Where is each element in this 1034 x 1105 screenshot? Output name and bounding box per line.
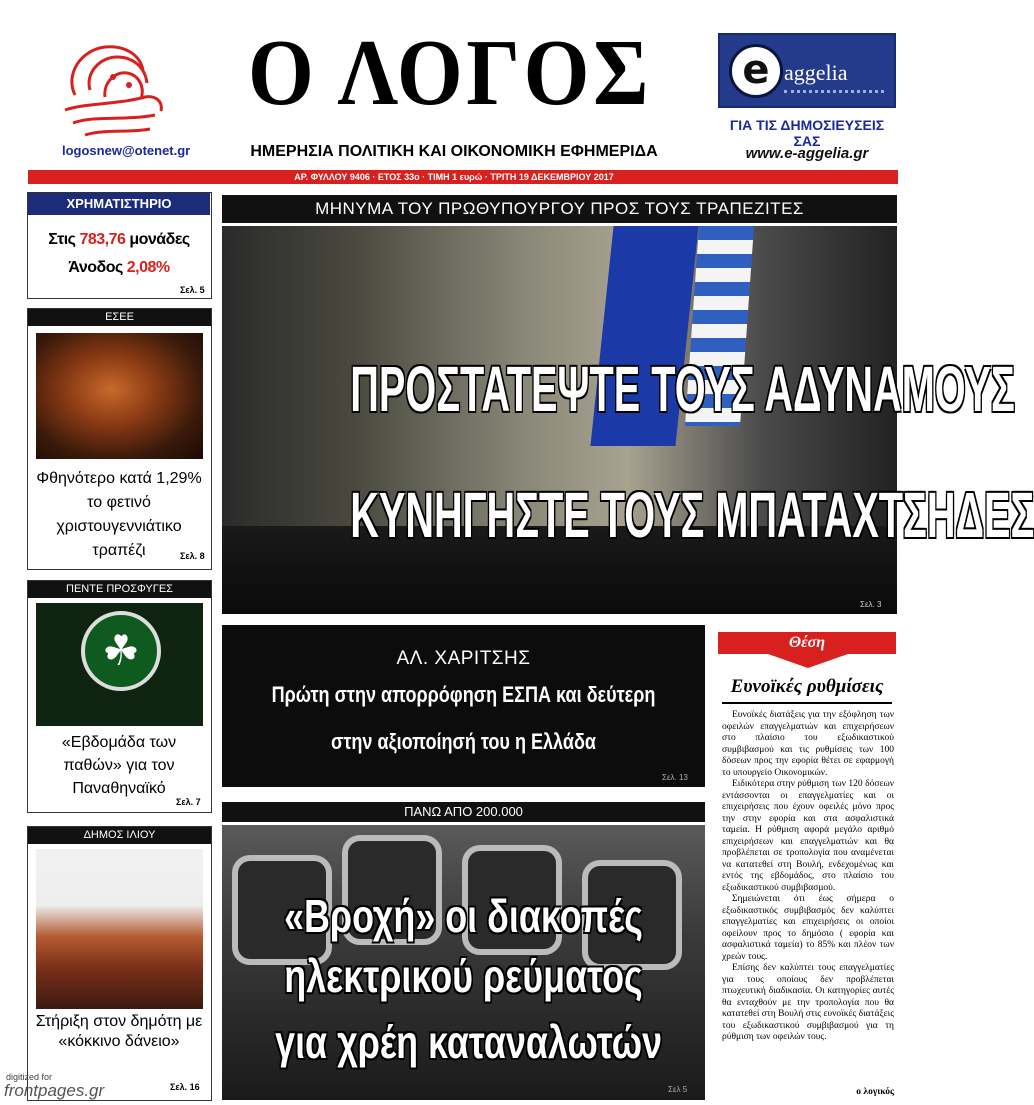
power-page-ref: Σελ 5: [668, 1085, 688, 1094]
esee-page-ref: Σελ. 8: [180, 551, 205, 561]
power-kicker: ΠΑΝΩ ΑΠΟ 200.000: [222, 802, 705, 822]
stock-change-value: 2,08%: [126, 259, 170, 276]
opinion-signature: ο λογικός: [856, 1087, 894, 1097]
charitsis-page-ref: Σελ. 13: [662, 773, 688, 782]
opinion-tag-pointer: [768, 654, 848, 668]
stock-page-ref: Σελ. 5: [180, 285, 205, 295]
esee-box[interactable]: [27, 308, 212, 570]
esee-story-text: Φθηνότερο κατά 1,29% το φετινό χριστουγεννιάτικο τραπέζι: [36, 470, 202, 559]
lead-headline-line-2[interactable]: ΚΥΝΗΓΗΣΤΕ ΤΟΥΣ ΜΠΑΤΑΧΤΣΗΔΕΣ: [350, 479, 1034, 551]
lead-headline-line-1[interactable]: ΠΡΟΣΤΑΤΕΨΤΕ ΤΟΥΣ ΑΔΥΝΑΜΟΥΣ: [350, 353, 1015, 425]
panathinaikos-story-text: «Εβδομάδα των παθών» για τον Παναθηναϊκό: [61, 734, 177, 797]
ad-logo-letter: e: [742, 47, 770, 93]
logo-figures-icon: [55, 35, 170, 140]
stock-box[interactable]: [27, 192, 212, 299]
watermark-line-1: digitized for: [6, 1072, 53, 1082]
stock-index-pre: Στις: [48, 231, 80, 248]
issue-info: ΑΡ. ΦΥΛΛΟΥ 9406 · ΕΤΟΣ 33ο · ΤΙΜΗ 1 ευρώ · ΤΡΙΤΗ 19 ΔΕΚΕΜΒΡΙΟΥ 2017: [294, 172, 614, 182]
panathinaikos-photo: [36, 603, 203, 726]
watermark-line-2: frontpages.gr: [4, 1081, 105, 1100]
opinion-paragraph: Σημειώνεται ότι έως σήμερα ο εξωδικαστικός συμβιβασμός δεν καλύπτει επαγγελματίες και επιχειρήσεις οι οποίοι οφείλουν προς το δημόσιο ( εφορία και ασφαλιστικά ταμεία) το 85% και πλέον των χρεών τους.: [722, 894, 894, 962]
stock-index-value: 783,76: [79, 231, 126, 248]
ad-logo-word: aggelia: [784, 60, 848, 85]
ilio-heading: ΔΗΜΟΣ ΙΛΙΟΥ: [28, 827, 211, 844]
ad-decoration: [784, 90, 884, 94]
esee-heading: ΕΣΕΕ: [28, 309, 211, 326]
divider: [722, 702, 892, 704]
turkey-dinner-photo: [36, 333, 203, 459]
shamrock-icon: ☘: [102, 627, 140, 674]
stock-index-line: [28, 231, 210, 249]
stock-heading: ΧΡΗΜΑΤΙΣΤΗΡΙΟ: [28, 193, 210, 215]
lead-page-ref: Σελ. 3: [860, 600, 882, 609]
opinion-paragraph: Ειδικότερα στην ρύθμιση των 120 δόσεων εντάσσονται οι επαγγελματίες και οι επιχειρήσεις που έχουν οφειλές μόνο προς την στην εφορία και στα ασφαλιστικά ταμεία. Η ρύθμιση αφορά μεγάλο αριθμό επιχειρήσεων και επαγγελματιών και θα προβλέπεται σε τροπολογία που αναμένεται να κατατεθεί στη Βουλή, ενδεχομένως και εντός της εβδομάδος, στο πλαίσιο του εξωδικαστικού συμβιβασμού.: [722, 779, 894, 893]
stock-change-pre: Άνοδος: [68, 259, 127, 276]
newspaper-title: Ο ΛΟΓΟΣ: [248, 21, 652, 125]
charitsis-headline-line-1[interactable]: Πρώτη στην απορρόφηση ΕΣΠΑ και δεύτερη: [271, 682, 656, 707]
opinion-tag: Θέση: [718, 632, 896, 654]
masthead-email[interactable]: logosnew@otenet.gr: [62, 143, 191, 158]
power-headline-line-1[interactable]: «Βροχή» οι διακοπές: [284, 890, 643, 942]
panathinaikos-page-ref: Σελ. 7: [176, 797, 201, 807]
opinion-paragraph: Επίσης δεν καλύπτει τους επαγγελματίες για τους οποίους δεν προβλέπεται πτωχευτική διαδικασία. Οι κατηγορίες αυτές θα ενταχθούν με την τροπολογία που θα κατατεθεί στη Βουλή στις ευνοϊκές διατάξεις του εξωδικαστικού συμβιβασμού για τη ρύθμιση των οφειλών τους.: [722, 963, 894, 1042]
charitsis-kicker: ΑΛ. ΧΑΡΙΤΣΗΣ: [396, 648, 531, 669]
charitsis-headline-line-2[interactable]: στην αξιοποίησή του η Ελλάδα: [331, 729, 596, 754]
stock-index-post: μονάδες: [125, 231, 190, 248]
ilio-page-ref: Σελ. 16: [170, 1082, 200, 1092]
opinion-paragraph: Ευνοϊκές διατάξεις για την εξόφληση των οφειλών επαγγελματιών και επιχειρήσεων στο πλαίσιο του εξωδικαστικού συμβιβασμού και τις ρυθμίσεις των 100 δόσεων προς την εφορία θέτει σε εφαρμογή το υπουργείο Οικονομικών.: [722, 710, 894, 778]
power-headline-line-3[interactable]: για χρέη καταναλωτών: [275, 1016, 663, 1068]
newspaper-tagline: ΗΜΕΡΗΣΙΑ ΠΟΛΙΤΙΚΗ ΚΑΙ ΟΙΚΟΝΟΜΙΚΗ ΕΦΗΜΕΡΙΔΑ: [250, 143, 658, 160]
opinion-body: [722, 710, 894, 1044]
panathinaikos-heading: ΠΕΝΤΕ ΠΡΟΣΦΥΓΕΣ: [28, 581, 211, 598]
council-meeting-photo: [36, 849, 203, 1009]
ilio-story-text: Στήριξη στον δημότη με «κόκκινο δάνειο»: [35, 1013, 203, 1050]
panathinaikos-box[interactable]: [27, 580, 212, 813]
opinion-title[interactable]: Ευνοϊκές ρυθμίσεις: [730, 676, 884, 697]
power-headline-line-2[interactable]: ηλεκτρικού ρεύματος: [284, 950, 643, 1002]
stock-change-line: [28, 259, 210, 277]
ad-tagline: ΓΙΑ ΤΙΣ ΔΗΜΟΣΙΕΥΣΕΙΣ ΣΑΣ: [729, 117, 885, 149]
ad-url[interactable]: www.e-aggelia.gr: [745, 145, 869, 162]
lead-kicker: ΜΗΝΥΜΑ ΤΟΥ ΠΡΩΘΥΠΟΥΡΓΟΥ ΠΡΟΣ ΤΟΥΣ ΤΡΑΠΕΖΙΤΕΣ: [222, 195, 897, 223]
ilio-box[interactable]: [27, 826, 212, 1101]
